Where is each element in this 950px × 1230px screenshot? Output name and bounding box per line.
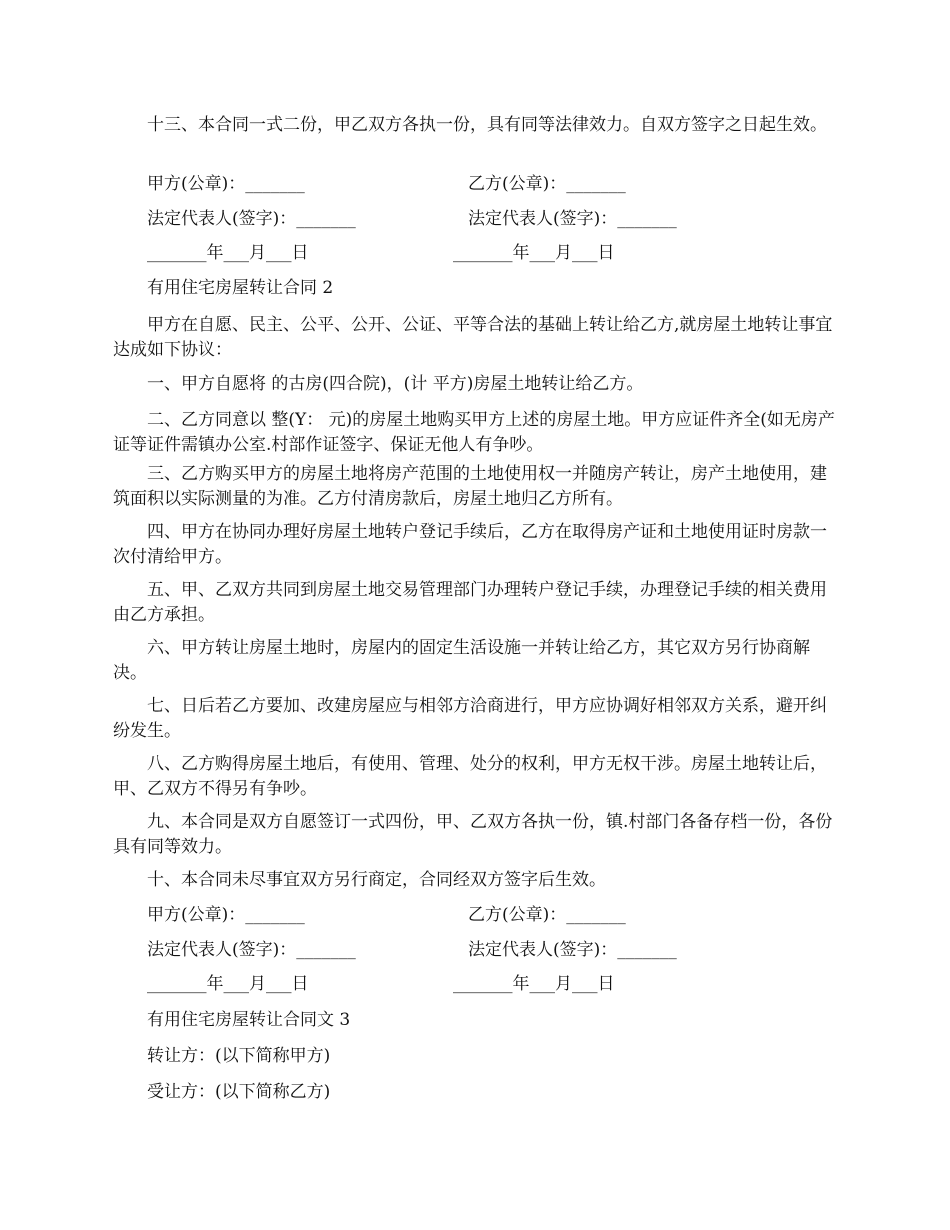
party-b-date-line: _______年___月___日: [453, 243, 615, 263]
clause-1: 一、甲方自愿将 的古房(四合院)，(计 平方)房屋土地转让给乙方。: [147, 374, 644, 394]
clause-10: 十、本合同未尽事宜双方另行商定，合同经双方签字后生效。: [147, 870, 606, 890]
party-a-representative-line: 法定代表人(签字)：_______: [147, 209, 356, 229]
party-b-seal-line: 乙方(公章)：_______: [468, 174, 626, 194]
party-a-seal-line-2: 甲方(公章)：_______: [147, 905, 305, 925]
clause-9: 九、本合同是双方自愿签订一式四份，甲、乙双方各执一份，镇.村部门各备存档一份，各份具有同等效力。: [113, 812, 833, 857]
clause-4: 四、甲方在协同办理好房屋土地转户登记手续后，乙方在取得房产证和土地使用证时房款一次付清给甲方。: [113, 522, 827, 567]
party-b-representative-line: 法定代表人(签字)：_______: [468, 209, 677, 229]
clause-5: 五、甲、乙双方共同到房屋土地交易管理部门办理转户登记手续，办理登记手续的相关费用由乙方承担。: [113, 580, 827, 625]
section-title-3: 有用住宅房屋转让合同文 3: [147, 1010, 351, 1030]
transferee-line: 受让方：(以下简称乙方): [147, 1082, 331, 1102]
party-b-seal-line-2: 乙方(公章)：_______: [468, 905, 626, 925]
transferor-line: 转让方：(以下简称甲方): [147, 1046, 331, 1066]
clause-8: 八、乙方购得房屋土地后，有使用、管理、处分的权利，甲方无权干涉。房屋土地转让后，甲、乙双方不得另有争吵。: [113, 754, 827, 799]
clause-6: 六、甲方转让房屋土地时，房屋内的固定生活设施一并转让给乙方，其它双方另行协商解决。: [113, 638, 810, 683]
intro-paragraph: 甲方在自愿、民主、公平、公开、公证、平等合法的基础上转让给乙方,就房屋土地转让事宜达成如下协议：: [113, 315, 833, 360]
party-a-representative-line-2: 法定代表人(签字)：_______: [147, 940, 356, 960]
clause-13: 十三、本合同一式二份，甲乙双方各执一份，具有同等法律效力。自双方签字之日起生效。: [147, 115, 827, 135]
section-title-2: 有用住宅房屋转让合同 2: [147, 278, 334, 298]
party-b-date-line-2: _______年___月___日: [453, 974, 615, 994]
party-a-date-line: _______年___月___日: [147, 243, 309, 263]
clause-7: 七、日后若乙方要加、改建房屋应与相邻方洽商进行，甲方应协调好相邻双方关系，避开纠纷发生。: [113, 696, 827, 741]
party-a-seal-line: 甲方(公章)：_______: [147, 174, 305, 194]
party-b-representative-line-2: 法定代表人(签字)：_______: [468, 940, 677, 960]
clause-2: 二、乙方同意以 整(Y： 元)的房屋土地购买甲方上述的房屋土地。甲方应证件齐全(如无房产证等证件需镇办公室.村部作证签字、保证无他人有争吵。: [113, 410, 835, 455]
clause-3: 三、乙方购买甲方的房屋土地将房产范围的土地使用权一并随房产转让，房产土地使用，建筑面积以实际测量的为准。乙方付清房款后，房屋土地归乙方所有。: [113, 464, 827, 509]
party-a-date-line-2: _______年___月___日: [147, 974, 309, 994]
